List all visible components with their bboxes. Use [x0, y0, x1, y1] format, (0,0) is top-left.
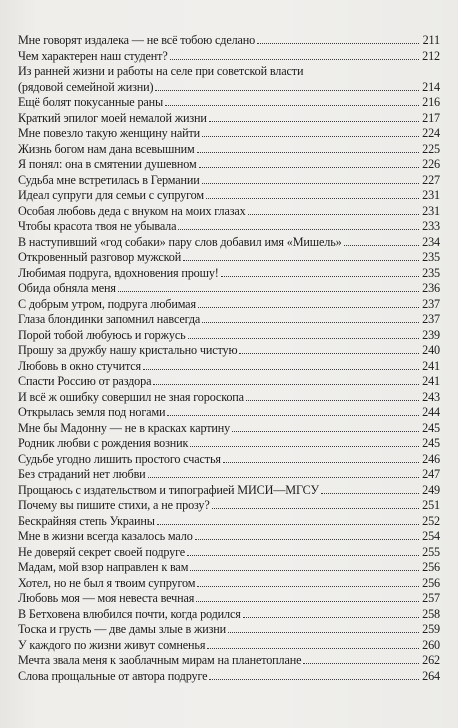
- toc-page-number: 244: [422, 405, 440, 419]
- toc-page-number: 239: [422, 327, 440, 342]
- toc-page-number: 235: [422, 250, 440, 264]
- toc-page-number: 264: [422, 668, 440, 683]
- dot-leader: [197, 152, 419, 153]
- dot-leader: [221, 276, 419, 277]
- toc-page-number: 236: [422, 281, 440, 295]
- toc-page-number: 216: [422, 95, 440, 109]
- toc-entry-title: Родник любви с рождения возник: [18, 436, 189, 450]
- toc-entry: [18, 529, 440, 545]
- toc-entry-title: Прощаюсь с издательством и типографией МИСИ—МГСУ: [18, 482, 319, 497]
- toc-entry: [18, 638, 440, 654]
- toc-entry: [18, 622, 440, 638]
- toc-entry-title: Открылась земля под ногами: [18, 405, 166, 419]
- toc-entry: [18, 343, 440, 359]
- toc-entry: [18, 188, 440, 204]
- toc-page-number: 235: [422, 265, 440, 280]
- dot-leader: [165, 105, 419, 106]
- toc-page-number: 259: [422, 622, 440, 636]
- toc-page-number: 241: [422, 358, 440, 373]
- toc-entry-title: Мне бы Мадонну — не в красках картину: [18, 420, 231, 435]
- toc-page-number: 249: [422, 482, 440, 497]
- dot-leader: [212, 508, 419, 509]
- toc-entry: [18, 653, 440, 669]
- dot-leader: [187, 555, 419, 556]
- toc-entry-title: Прошу за дружбу нашу кристально чистую: [18, 343, 238, 357]
- dot-leader: [188, 338, 420, 339]
- toc-entry: [18, 514, 440, 530]
- dot-leader: [228, 632, 419, 633]
- dot-leader: [202, 136, 419, 137]
- toc-entry: [18, 173, 440, 189]
- toc-entry: [18, 498, 440, 514]
- toc-entry-title: Краткий эпилог моей немалой жизни: [18, 110, 207, 125]
- toc-entry-title: Хотел, но не был я твоим супругом: [18, 575, 196, 590]
- table-of-contents: [18, 33, 440, 684]
- dot-leader: [209, 121, 419, 122]
- toc-entry: [18, 235, 440, 251]
- dot-leader: [344, 245, 419, 246]
- toc-entry-title: Мне в жизни всегда казалось мало: [18, 529, 193, 543]
- toc-entry: [18, 467, 440, 483]
- toc-entry: [18, 607, 440, 623]
- toc-entry-title: Не доверяй секрет своей подруге: [18, 544, 186, 559]
- dot-leader: [223, 462, 419, 463]
- toc-page-number: 240: [422, 343, 440, 357]
- toc-page-number: 247: [422, 467, 440, 481]
- toc-page-number: 233: [422, 219, 440, 233]
- toc-entry-title: Мне повезло такую женщину найти: [18, 126, 201, 140]
- toc-page-number: 257: [422, 591, 440, 605]
- toc-page-number: 234: [422, 234, 440, 249]
- toc-entry: [18, 669, 440, 685]
- toc-page-number: 258: [422, 606, 440, 621]
- dot-leader: [243, 617, 419, 618]
- toc-entry-title: Обида обняла меня: [18, 281, 116, 295]
- dot-leader: [202, 322, 419, 323]
- dot-leader: [248, 214, 419, 215]
- toc-entry-title-line-2: [18, 80, 440, 96]
- dot-leader: [153, 384, 419, 385]
- dot-leader: [209, 679, 419, 680]
- toc-entry: [18, 266, 440, 282]
- toc-page-number: 212: [422, 48, 440, 63]
- toc-entry: [18, 328, 440, 344]
- toc-entry-title: Любимая подруга, вдохновения прошу!: [18, 265, 219, 280]
- toc-page-number: 246: [422, 451, 440, 466]
- toc-page-number: 256: [422, 575, 440, 590]
- dot-leader: [303, 663, 419, 664]
- toc-entry-title: Ещё болят покусанные раны: [18, 95, 164, 109]
- toc-entry-title: Любовь в окно стучится: [18, 358, 142, 373]
- toc-page-number: 224: [422, 126, 440, 140]
- toc-entry-title: Любовь моя — моя невеста вечная: [18, 591, 195, 605]
- toc-entry: [18, 591, 440, 607]
- toc-entry-title: Мадам, мой взор направлен к вам: [18, 560, 189, 574]
- toc-entry: [18, 421, 440, 437]
- toc-entry: [18, 374, 440, 390]
- toc-entry-title: Спасти Россию от раздора: [18, 374, 152, 388]
- toc-entry-title: Судьба мне встретилась в Германии: [18, 172, 200, 187]
- dot-leader: [202, 183, 419, 184]
- toc-entry: [18, 312, 440, 328]
- dot-leader: [206, 198, 419, 199]
- toc-page-number: 241: [422, 374, 440, 388]
- dot-leader: [207, 648, 419, 649]
- toc-entry: [18, 390, 440, 406]
- toc-entry: [18, 545, 440, 561]
- toc-entry: [18, 126, 440, 142]
- toc-page-number: 225: [422, 141, 440, 156]
- toc-entry-title: И всё ж ошибку совершил не зная гороскопа: [18, 389, 244, 404]
- toc-entry: [18, 204, 440, 220]
- toc-entry: [18, 452, 440, 468]
- toc-page-number: 255: [422, 544, 440, 559]
- toc-entry-title: В наступивший «год собаки» пару слов добавил имя «Мишель»: [18, 234, 342, 249]
- dot-leader: [196, 601, 419, 602]
- toc-page-number: 252: [422, 513, 440, 528]
- toc-entry-title: Откровенный разговор мужской: [18, 250, 182, 264]
- dot-leader: [190, 446, 419, 447]
- toc-page-number: 237: [422, 312, 440, 326]
- toc-page-number: 260: [422, 637, 440, 652]
- toc-entry-title: Жизнь богом нам дана всевышним: [18, 141, 195, 156]
- toc-page-number: 211: [422, 33, 440, 47]
- dot-leader: [118, 291, 419, 292]
- toc-entry: [18, 560, 440, 576]
- toc-page-number: 245: [422, 436, 440, 450]
- toc-page-number: 227: [422, 172, 440, 187]
- dot-leader: [321, 493, 419, 494]
- toc-entry-title: Слова прощальные от автора подруге: [18, 668, 208, 683]
- toc-entry: [18, 64, 440, 95]
- toc-page-number: 245: [422, 420, 440, 435]
- dot-leader: [143, 369, 419, 370]
- dot-leader: [178, 229, 419, 230]
- toc-entry: [18, 281, 440, 297]
- toc-entry-title: Особая любовь деда с внуком на моих глазах: [18, 203, 246, 218]
- toc-page-number: 231: [422, 188, 440, 202]
- dot-leader: [157, 524, 419, 525]
- toc-entry-title: Тоска и грусть — две дамы злые в жизни: [18, 622, 227, 636]
- toc-entry: [18, 157, 440, 173]
- toc-entry-title: Без страданий нет любви: [18, 467, 146, 481]
- toc-page-number: 243: [422, 389, 440, 404]
- toc-entry-title: Идеал супруги для семьи с супругом: [18, 188, 204, 202]
- toc-entry-title: Почему вы пишите стихи, а не прозу?: [18, 498, 210, 512]
- dot-leader: [148, 477, 419, 478]
- toc-page-number: 251: [422, 498, 440, 512]
- toc-entry: [18, 297, 440, 313]
- toc-entry-title: Я понял: она в смятении душевном: [18, 157, 197, 171]
- toc-entry-title: В Бетховена влюбился почти, когда родился: [18, 606, 241, 621]
- toc-entry: [18, 33, 440, 49]
- dot-leader: [183, 260, 419, 261]
- toc-page-number: 217: [422, 110, 440, 125]
- dot-leader: [239, 353, 419, 354]
- toc-entry-title: С добрым утром, подруга любимая: [18, 296, 196, 311]
- dot-leader: [198, 307, 419, 308]
- toc-entry-title: Бескрайняя степь Украины: [18, 513, 155, 528]
- toc-entry: [18, 95, 440, 111]
- toc-entry: [18, 219, 440, 235]
- toc-page-number: 237: [422, 296, 440, 311]
- toc-entry: [18, 49, 440, 65]
- toc-page-number: 226: [422, 157, 440, 171]
- toc-page-number: 256: [422, 560, 440, 574]
- toc-entry: [18, 359, 440, 375]
- toc-entry: [18, 576, 440, 592]
- toc-entry-title: (рядовой семейной жизни): [18, 79, 154, 94]
- toc-entry-title: Порой тобой любуюсь и горжусь: [18, 327, 186, 342]
- toc-entry-title: Чем характерен наш студент?: [18, 48, 168, 63]
- toc-entry: [18, 111, 440, 127]
- toc-page-number: 231: [422, 203, 440, 218]
- dot-leader: [232, 431, 419, 432]
- dot-leader: [167, 415, 419, 416]
- dot-leader: [155, 90, 419, 91]
- toc-entry: [18, 483, 440, 499]
- toc-page-number: 214: [422, 79, 440, 94]
- dot-leader: [170, 59, 419, 60]
- dot-leader: [197, 586, 419, 587]
- toc-entry-title: Мечта звала меня к заоблачным мирам на планетоплане: [18, 653, 302, 667]
- toc-entry: [18, 142, 440, 158]
- dot-leader: [190, 570, 419, 571]
- toc-page-number: 262: [422, 653, 440, 667]
- toc-entry: [18, 436, 440, 452]
- toc-entry: [18, 250, 440, 266]
- dot-leader: [199, 167, 419, 168]
- toc-entry-title: Судьбе угодно лишить простого счастья: [18, 451, 221, 466]
- dot-leader: [195, 539, 419, 540]
- toc-entry-title-line-1: Из ранней жизни и работы на селе при советской власти: [18, 64, 304, 78]
- toc-entry-title: У каждого по жизни живут сомненья: [18, 637, 206, 652]
- toc-entry: [18, 405, 440, 421]
- toc-entry-title: Глаза блондинки запомнил навсегда: [18, 312, 201, 326]
- dot-leader: [257, 43, 419, 44]
- toc-page-number: 254: [422, 529, 440, 543]
- toc-entry-title: Чтобы красота твоя не убывала: [18, 219, 177, 233]
- toc-entry-title: Мне говорят издалека — не всё тобою сделано: [18, 33, 256, 47]
- dot-leader: [246, 400, 419, 401]
